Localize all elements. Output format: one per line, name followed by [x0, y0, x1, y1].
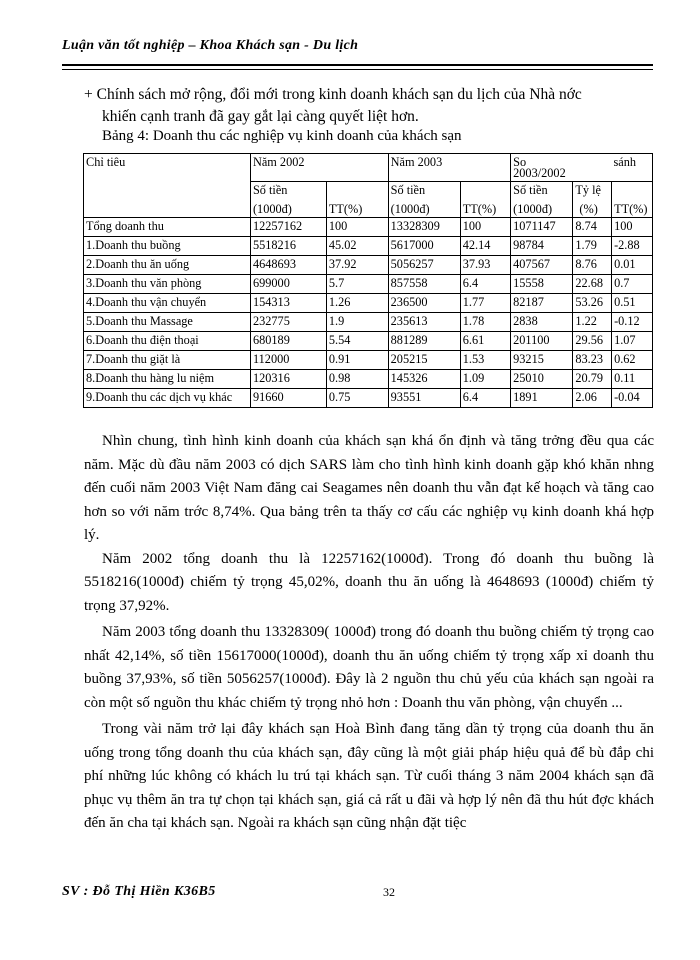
table-cell: 53.26	[573, 294, 612, 313]
paragraph-trend: Trong vài năm trở lại đây khách sạn Hoà Bình đang tăng dần tỷ trọng của doanh thu ăn uống trong tổng doanh thu của khách sạn, đây cũng là một giải pháp hiệu quả để bù đắp chi phí những lúc không có khách lu trú tại khách sạn. Từ cuối tháng 3 năm 2004 khách sạn đã phục vụ thêm ăn tra tự chọn tại khách sạn, giá cả rất u đãi và hợp lý nên đã thu hút đợc khách đến ăn cha tại khách sạn. Ngoài ra khách sạn cũng nhận đặt tiệc	[84, 721, 654, 831]
footer-author: SV : Đỗ Thị Hiền K36B5	[62, 884, 216, 899]
page-header: Luận văn tốt nghiệp – Khoa Khách sạn - Du lịch	[62, 38, 359, 53]
header-share-2003	[460, 182, 510, 218]
table-cell: -0.12	[612, 313, 653, 332]
header-amount-b: (1000đ)	[252, 202, 292, 216]
table-cell: 82187	[511, 294, 573, 313]
table-cell: 37.93	[460, 256, 510, 275]
header-share-label: TT(%)	[328, 202, 363, 216]
row-label: 7.Doanh thu giặt là	[84, 351, 251, 370]
table-cell: 1.53	[460, 351, 510, 370]
header-amount-2002	[250, 182, 326, 218]
header-share-label: TT(%)	[462, 202, 497, 216]
table-cell: 0.7	[612, 275, 653, 294]
table-cell: 93551	[388, 389, 460, 408]
table-row	[84, 294, 653, 313]
table-cell: 881289	[388, 332, 460, 351]
table-cell: 6.4	[460, 389, 510, 408]
table-row	[84, 256, 653, 275]
table-row	[84, 332, 653, 351]
table-cell: 2.06	[573, 389, 612, 408]
header-amount-b: (1000đ)	[390, 202, 430, 216]
table-cell: 5617000	[388, 237, 460, 256]
table-cell: 1.22	[573, 313, 612, 332]
paragraph-2003: Năm 2003 tổng doanh thu 13328309( 1000đ) trong đó doanh thu buồng chiếm tỷ trọng cao nhất 42,14%, số tiền 15617000(1000đ), doanh thu ăn uống chiếm tỷ trọng xấp xỉ doanh thu buồng 37,93%, số tiền 5056257(1000đ). Đây là 2 nguồn thu chủ yếu của khách sạn ngoài ra còn một số nguồn thu khác chiếm tỷ trọng nhỏ hơn : Doanh thu văn phòng, vận chuyển ...	[84, 624, 654, 711]
table-cell: 145326	[388, 370, 460, 389]
row-label: 9.Doanh thu các dịch vụ khác	[84, 389, 251, 408]
table-row	[84, 351, 653, 370]
table-cell: 6.61	[460, 332, 510, 351]
intro-line-2: khiến cạnh tranh đã gay gắt lại càng quyết liệt hơn.	[102, 108, 419, 125]
table-cell: 699000	[250, 275, 326, 294]
row-label: 5.Doanh thu Massage	[84, 313, 251, 332]
table-cell: 5.54	[326, 332, 388, 351]
table-cell: 5.7	[326, 275, 388, 294]
table-cell: 235613	[388, 313, 460, 332]
table-body	[84, 218, 653, 408]
table-cell: 236500	[388, 294, 460, 313]
table-cell: 83.23	[573, 351, 612, 370]
table-title: Bảng 4: Doanh thu các nghiệp vụ kinh doanh của khách sạn	[102, 128, 462, 144]
table-cell: 1.77	[460, 294, 510, 313]
header-year-2003: Năm 2003	[388, 154, 510, 182]
table-row	[84, 313, 653, 332]
header-rate-b: (%)	[579, 202, 598, 216]
header-year-2002: Năm 2002	[250, 154, 388, 182]
row-label: Tổng doanh thu	[84, 218, 251, 237]
table-row	[84, 218, 653, 237]
header-compare-c: 2003/2002	[513, 166, 566, 180]
table-row	[84, 275, 653, 294]
header-rate	[573, 182, 612, 218]
table-cell: 37.92	[326, 256, 388, 275]
table-header-row-1	[84, 154, 653, 182]
header-compare-a: So	[513, 155, 527, 169]
header-rate-a: Tỷ lệ	[575, 183, 601, 197]
row-label: 1.Doanh thu buồng	[84, 237, 251, 256]
table-cell: 6.4	[460, 275, 510, 294]
header-amount-a: Số tiền	[252, 183, 288, 197]
header-divider	[62, 64, 653, 70]
intro-line-1: + Chính sách mở rộng, đổi mới trong kinh doanh khách sạn du lịch của Nhà nớc	[84, 86, 582, 103]
row-label: 3.Doanh thu văn phòng	[84, 275, 251, 294]
table-cell: 1.09	[460, 370, 510, 389]
paragraph-2002: Năm 2002 tổng doanh thu là 12257162(1000đ). Trong đó doanh thu buồng là 5518216(1000đ) chiếm tỷ trọng 45,02%, doanh thu ăn uống là 4648693 (1000đ) chiếm tỷ trọng 37,92%.	[84, 550, 654, 614]
header-indicator: Chỉ tiêu	[84, 154, 251, 218]
table-cell: 91660	[250, 389, 326, 408]
intro-paragraph	[84, 84, 652, 128]
table-cell: 205215	[388, 351, 460, 370]
table-cell: 15558	[511, 275, 573, 294]
table-cell: 0.01	[612, 256, 653, 275]
table-cell: 25010	[511, 370, 573, 389]
header-amount-a: Số tiền	[390, 183, 426, 197]
header-amount-diff	[511, 182, 573, 218]
table-cell: 4648693	[250, 256, 326, 275]
header-amount-b: (1000đ)	[513, 202, 553, 216]
table-cell: 42.14	[460, 237, 510, 256]
table-cell: 201100	[511, 332, 573, 351]
header-amount-a: Số tiền	[513, 183, 548, 197]
table-cell: 12257162	[250, 218, 326, 237]
table-cell: 112000	[250, 351, 326, 370]
table-cell: 0.62	[612, 351, 653, 370]
table-cell: 13328309	[388, 218, 460, 237]
table-cell: 93215	[511, 351, 573, 370]
table-cell: 8.74	[573, 218, 612, 237]
table-cell: 680189	[250, 332, 326, 351]
table-cell: 1.78	[460, 313, 510, 332]
table-row	[84, 237, 653, 256]
table-cell: 154313	[250, 294, 326, 313]
table-cell: 1891	[511, 389, 573, 408]
table-cell: 0.98	[326, 370, 388, 389]
table-cell: 1.26	[326, 294, 388, 313]
row-label: 8.Doanh thu hàng lu niệm	[84, 370, 251, 389]
table-cell: 857558	[388, 275, 460, 294]
table-cell: 2838	[511, 313, 573, 332]
table-cell: 1.79	[573, 237, 612, 256]
table-cell: 22.68	[573, 275, 612, 294]
table-cell: 20.79	[573, 370, 612, 389]
row-label: 2.Doanh thu ăn uống	[84, 256, 251, 275]
table-row	[84, 370, 653, 389]
table-cell: 5518216	[250, 237, 326, 256]
table-cell: 407567	[511, 256, 573, 275]
header-share-2002	[326, 182, 388, 218]
table-cell: 100	[326, 218, 388, 237]
table-cell: 98784	[511, 237, 573, 256]
header-share-diff	[612, 182, 653, 218]
table-cell: 120316	[250, 370, 326, 389]
page-number: 32	[383, 885, 395, 899]
table-cell: 1.9	[326, 313, 388, 332]
table-cell: 8.76	[573, 256, 612, 275]
row-label: 4.Doanh thu vận chuyển	[84, 294, 251, 313]
table-cell: 29.56	[573, 332, 612, 351]
table-cell: -2.88	[612, 237, 653, 256]
table-cell: 0.51	[612, 294, 653, 313]
table-cell: 232775	[250, 313, 326, 332]
table-cell: 100	[460, 218, 510, 237]
table-cell: 0.75	[326, 389, 388, 408]
paragraph-overview: Nhìn chung, tình hình kinh doanh của khách sạn khá ổn định và tăng trởng đều qua các năm. Mặc dù đầu năm 2003 có dịch SARS làm cho tình hình kinh doanh gặp khó khăn nhng đến cuối năm 2003 Việt Nam đăng cai Seagames nên doanh thu vẫn đạt kế hoạch và tăng cao hơn so với năm trớc 8,74%. Qua bảng trên ta thấy cơ cấu các nghiệp vụ kinh doanh khá hợp lý.	[84, 433, 654, 543]
table-cell: 1.07	[612, 332, 653, 351]
table-cell: 45.02	[326, 237, 388, 256]
table-cell: -0.04	[612, 389, 653, 408]
header-share-label: TT(%)	[614, 202, 648, 216]
table-row	[84, 389, 653, 408]
body-text	[84, 430, 654, 836]
header-amount-2003	[388, 182, 460, 218]
table-cell: 100	[612, 218, 653, 237]
header-compare-b: sánh	[613, 155, 636, 169]
table-cell: 0.11	[612, 370, 653, 389]
header-compare	[511, 154, 653, 182]
row-label: 6.Doanh thu điện thoại	[84, 332, 251, 351]
table-cell: 5056257	[388, 256, 460, 275]
table-cell: 0.91	[326, 351, 388, 370]
revenue-table	[83, 153, 653, 408]
table-cell: 1071147	[511, 218, 573, 237]
